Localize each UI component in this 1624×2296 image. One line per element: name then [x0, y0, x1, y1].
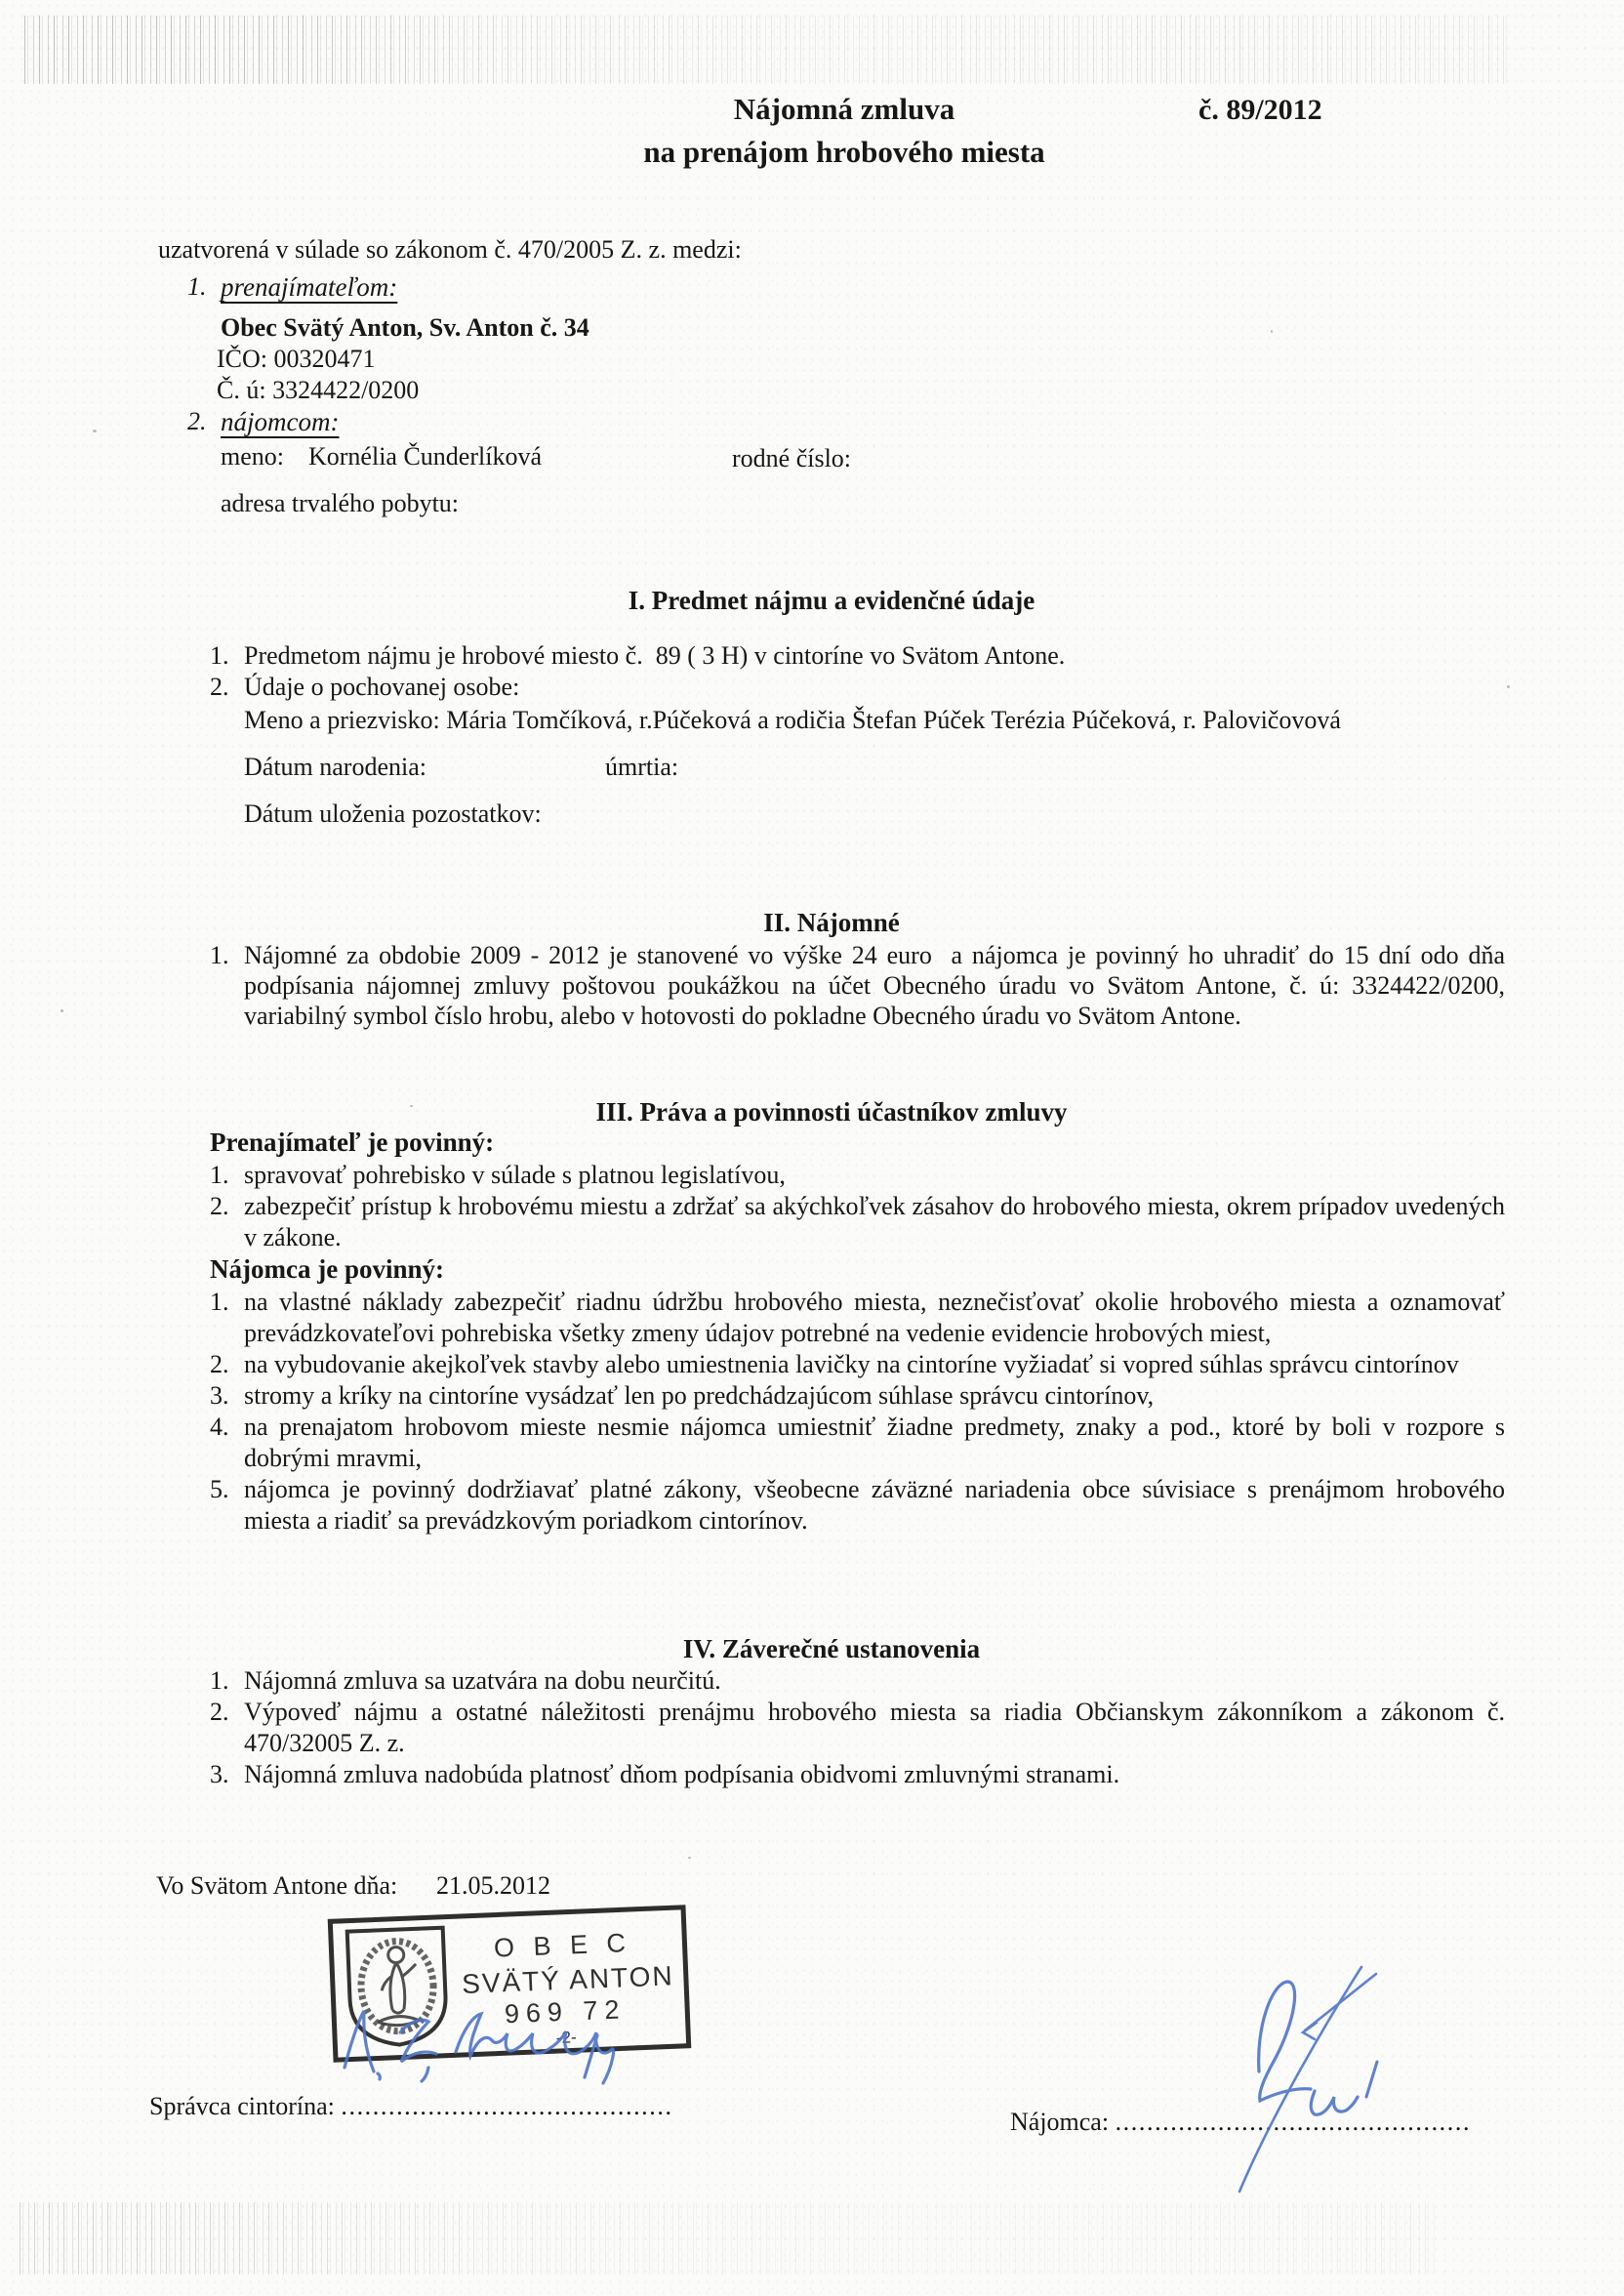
stamp-line-1: O B E C — [493, 1927, 632, 1963]
contract-title-line2: na prenájom hrobového miesta — [643, 135, 1045, 169]
stamp-line-4: -2- — [555, 2028, 578, 2048]
list-item — [210, 1697, 1505, 1759]
item-number: 2. — [210, 1350, 229, 1378]
scan-noise-band-bottom — [20, 2202, 1435, 2275]
list-item — [210, 1160, 1505, 1191]
place-date-label: Vo Svätom Antone dňa: — [156, 1871, 398, 1900]
tenant-name-label: meno: — [221, 442, 284, 471]
address-label: adresa trvalého pobytu: — [221, 489, 460, 517]
item-text: nájomca je povinný dodržiavať platné zákony, všeobecne záväzné nariadenia obce súvisiace s prenájmom hrobového miesta a riadiť sa prevádzkovým poriadkom cintorínov. — [244, 1475, 1505, 1535]
landlord-duties-label: Prenajímateľ je povinný: — [210, 1128, 495, 1157]
section-1-heading: I. Predmet nájmu a evidenčné údaje — [628, 586, 1035, 615]
tenant-name: Kornélia Čunderlíková — [308, 442, 542, 471]
cemetery-admin-label: Správca cintorína: — [149, 2092, 335, 2120]
stamp-coat-of-arms — [347, 1928, 448, 2047]
date-value: 21.05.2012 — [436, 1871, 550, 1900]
list-item — [210, 1380, 1505, 1412]
stamp-line-3: 969 72 — [504, 1994, 628, 2030]
party-1-number: 1. — [187, 272, 207, 301]
item-number: 1. — [210, 1288, 229, 1316]
item-text: Výpoveď nájmu a ostatné náležitosti prenájmu hrobového miesta sa riadia Občianskym zákonníkom a zákonom č. 470/32005 Z. z. — [244, 1698, 1505, 1757]
item-text: zabezpečiť prístup k hrobovému miestu a zdržať sa akýchkoľvek zásahov do hrobového miesta, okrem prípadov uvedených v zákone. — [244, 1192, 1505, 1251]
section-2-heading: II. Nájomné — [763, 908, 900, 937]
item-text: Nájomná zmluva sa uzatvára na dobu neurčitú. — [244, 1666, 721, 1695]
item-number: 2. — [210, 1698, 229, 1726]
item-number: 2. — [210, 1192, 229, 1220]
list-item — [210, 640, 1505, 672]
tenant-signature — [1157, 1952, 1401, 2196]
burial-date-label: Dátum uloženia pozostatkov: — [244, 800, 542, 828]
item-number: 4. — [210, 1413, 229, 1441]
scan-speck — [688, 1857, 691, 1859]
death-date-label: úmrtia: — [605, 753, 679, 781]
party-2-label: nájomcom: — [221, 407, 340, 436]
list-item — [210, 1287, 1505, 1349]
intro-line: uzatvorená v súlade so zákonom č. 470/2005 Z. z. medzi: — [158, 235, 742, 264]
tenant-label: Nájomca: — [1010, 2108, 1110, 2136]
municipal-stamp — [327, 1905, 692, 2064]
party-2-number: 2. — [187, 407, 207, 435]
rent-paragraph: Nájomné za obdobie 2009 - 2012 je stanovené vo výške 24 euro a nájomca je povinný ho uhradiť do 15 dní odo dňa podpísania nájomnej zmluvy poštovou poukážkou na účet Obecného úradu vo Svätom Antone, č. ú: 3324422/0200, variabilný symbol číslo hrobu, alebo v hotovosti do pokladne Obecného úradu vo Svätom Antone. — [244, 941, 1512, 1030]
item-text: Predmetom nájmu je hrobové miesto č. 89 ( 3 H) v cintoríne vo Svätom Antone. — [244, 641, 1066, 670]
admin-signature-dots: .......................................... — [341, 2092, 673, 2120]
section-4-heading: IV. Záverečné ustanovenia — [682, 1634, 981, 1663]
item-text: na vlastné náklady zabezpečiť riadnu údržbu hrobového miesta, neznečisťovať okolie hrobového miesta a oznamovať prevádzkovateľovi pohrebiska všetky zmeny údajov potrebné na vedenie evidencie hrobových miest, — [244, 1288, 1505, 1347]
item-number: 5. — [210, 1475, 229, 1503]
item-text: Údaje o pochovanej osobe: — [244, 673, 520, 701]
tenant-signature-line — [1010, 2107, 1471, 2138]
item-number: 3. — [210, 1760, 229, 1788]
scan-noise-band-top — [24, 16, 1508, 84]
scan-speck — [1271, 330, 1273, 333]
item-number: 1. — [210, 941, 229, 969]
item-number: 3. — [210, 1381, 229, 1410]
stamp-graphic — [327, 1905, 692, 2064]
tenant-signature-dots: ............................................. — [1115, 2108, 1472, 2136]
party-1-label: prenajímateľom: — [221, 272, 398, 302]
contract-title-line1: Nájomná zmluva — [733, 92, 955, 126]
list-item — [210, 1665, 1505, 1697]
scan-speck — [93, 430, 97, 432]
list-item — [210, 672, 1505, 703]
item-number: 1. — [210, 1161, 229, 1189]
scan-speck — [61, 1009, 63, 1012]
contract-number: č. 89/2012 — [1198, 94, 1322, 126]
tenant-duties-label: Nájomca je povinný: — [210, 1254, 444, 1284]
stamp-figure — [375, 1947, 419, 2027]
scan-speck — [1507, 685, 1510, 688]
list-item — [210, 1412, 1505, 1474]
cemetery-admin-line — [149, 2091, 673, 2122]
birth-number-label: rodné číslo: — [732, 444, 852, 472]
item-number: 2. — [210, 673, 229, 701]
deceased-info-line: Meno a priezvisko: Mária Tomčíková, r.Púčeková a rodičia Štefan Púček Terézia Púčeková, r. Palovičovová — [244, 706, 1341, 734]
item-text: stromy a kríky na cintoríne vysádzať len po predchádzajúcom súhlase správcu cintorínov, — [244, 1381, 1155, 1410]
landlord-ico: IČO: 00320471 — [217, 345, 376, 373]
item-text: na prenajatom hrobovom mieste nesmie nájomca umiestniť žiadne predmety, znaky a pod., ktoré by boli v rozpore s dobrými mravmi, — [244, 1413, 1505, 1472]
item-text: na vybudovanie akejkoľvek stavby alebo umiestnenia lavičky na cintoríne vyžiadať si vopred súhlas správcu cintorínov — [244, 1350, 1459, 1378]
list-item — [210, 1349, 1505, 1380]
list-item — [210, 1191, 1505, 1253]
item-text: spravovať pohrebisko v súlade s platnou legislatívou, — [244, 1161, 786, 1189]
item-number: 1. — [210, 1666, 229, 1695]
list-item — [210, 1474, 1505, 1537]
item-number: 1. — [210, 641, 229, 670]
section-3-heading: III. Práva a povinnosti účastníkov zmluvy — [595, 1097, 1068, 1127]
stamp-wreath — [359, 1940, 435, 2032]
landlord-account: Č. ú: 3324422/0200 — [217, 376, 420, 404]
item-text: Nájomná zmluva nadobúda platnosť dňom podpísania obidvomi zmluvnými stranami. — [244, 1760, 1120, 1788]
landlord-name: Obec Svätý Anton, Sv. Anton č. 34 — [221, 313, 589, 342]
stamp-line-2: SVÄTÝ ANTON — [461, 1960, 675, 1999]
birth-date-label: Dátum narodenia: — [244, 753, 426, 781]
list-item — [210, 1759, 1505, 1790]
